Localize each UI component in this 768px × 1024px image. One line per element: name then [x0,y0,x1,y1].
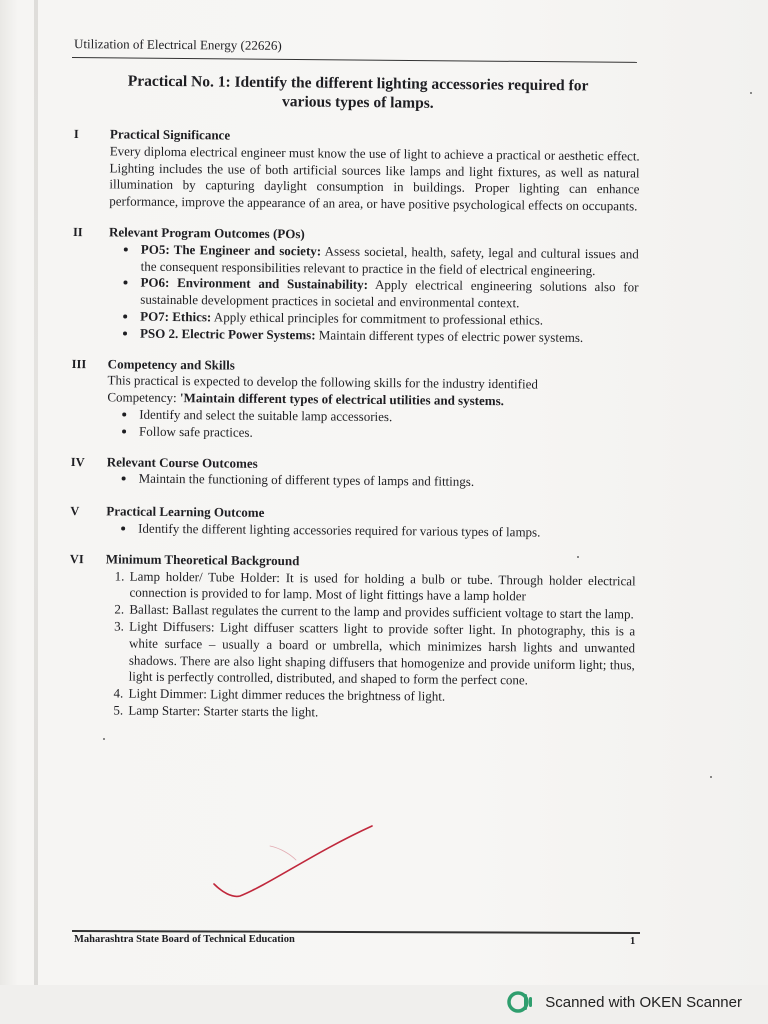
scanner-watermark [507,991,742,1013]
section-program-outcomes [68,224,639,347]
item-text: Assess societal, health, safety, legal and cultural issues and the consequent responsibilities relevant to practice in the field of electrical engineering. [140,243,639,278]
list-item: 2. Ballast: Ballast regulates the current to the lamp and provides sufficient voltage to start the lamp. [127,602,635,624]
competency-statement: 'Maintain different types of electrical utilities and systems. [179,390,505,409]
section-number: VI [69,551,84,566]
list-item: 4. Light Dimmer: Light dimmer reduces the brightness of light. [126,686,634,708]
item-text: Apply electrical engineering solutions also for sustainable development practices in societal and environmental context. [140,277,639,311]
list-item: • Identify the different lighting accessories required for various types of lamps. [136,521,636,543]
item-text: Apply ethical principles for commitment to professional ethics. [211,309,544,328]
handwritten-signature-icon [210,812,380,902]
section-practical-significance [69,126,640,215]
section-number: IV [70,454,85,469]
section-number: III [71,356,87,371]
section-heading: Minimum Theoretical Background [105,551,300,568]
item-label: PO6: Environment and Sustainability: [140,275,369,293]
section-paragraph: This practical is expected to develop the following skills for the industry identified [107,372,538,392]
title-line-2: various types of lamps. [282,93,434,112]
section-learning-outcome [66,503,636,542]
running-head: Utilization of Electrical Energy (22626) [73,36,282,53]
section-paragraph: Every diploma electrical engineer must know the use of light to achieve a practical or aesthetic effect. Lighting includes the use of both artificial sources like lamps and light fixtures, as well as natural illumination by capturing daylight consumption in buildings. Proper lighting can enhance performance, improve the appearance of an area, or have positive psychological effects on occupants. [109,143,640,214]
item-label: PO5: The Engineer and society: [140,241,322,259]
section-heading: Competency and Skills [107,355,235,373]
section-theoretical-background [64,551,636,724]
section-heading: Relevant Course Outcomes [106,453,258,471]
list-item: • Maintain the functioning of different types of lamps and fittings. [137,471,637,493]
section-number: II [72,225,83,240]
list-item: 3. Light Diffusers: Light diffuser scatters light to provide softer light. In photography, this is a white surface – usually a board or umbrella, which minimizes harsh lights and unwanted shadows. There are also light shaping diffusers that homogenize and provide uniform light; thus, light is perfectly controlled, distributed, and shaped to form the perfect cone. [127,618,636,690]
footer-board-name: Maharashtra State Board of Technical Education [74,934,295,945]
list-item: • Follow safe practices. [137,423,637,445]
background-list [104,568,635,724]
competency-prefix: Competency: [107,389,181,406]
page-number: 1 [630,936,636,947]
header-divider [72,57,637,63]
scanner-label: Scanned with OKEN Scanner [545,993,742,1011]
item-label: PO7: Ethics: [140,308,212,325]
list-item [139,241,639,279]
title-line-1: Practical No. 1: Identify the different lighting accessories required for [127,72,589,95]
outcomes-list [108,241,639,347]
list-item: 1. Lamp holder/ Tube Holder: It is used for holding a bulb or tube. Through holder electrical connection is provided to for lamp. Most of light fittings have a lamp holder [127,568,635,606]
section-heading: Relevant Program Outcomes (POs) [108,224,305,242]
item-label: PSO 2. Electric Power Systems: [139,325,316,343]
section-number: V [70,504,80,519]
section-heading: Practical Significance [109,126,231,143]
practical-title [88,71,628,115]
oken-scanner-logo-icon [507,991,535,1013]
page-left-edge-shadow [34,0,38,985]
skills-list [107,406,637,445]
scan-speck [103,738,105,740]
scan-speck [750,92,752,94]
list-item [138,275,638,313]
item-text: Maintain different types of electric power systems. [315,327,584,345]
document-body [64,126,640,724]
section-number: I [73,127,79,142]
list-item: 5. Lamp Starter: Starter starts the light. [126,702,634,724]
list-item: • Identify and select the suitable lamp accessories. [137,407,637,429]
section-heading: Practical Learning Outcome [106,503,265,521]
section-competency-skills [67,356,638,445]
section-course-outcomes [67,454,637,493]
scan-speck [577,556,579,558]
scan-speck [710,776,712,778]
